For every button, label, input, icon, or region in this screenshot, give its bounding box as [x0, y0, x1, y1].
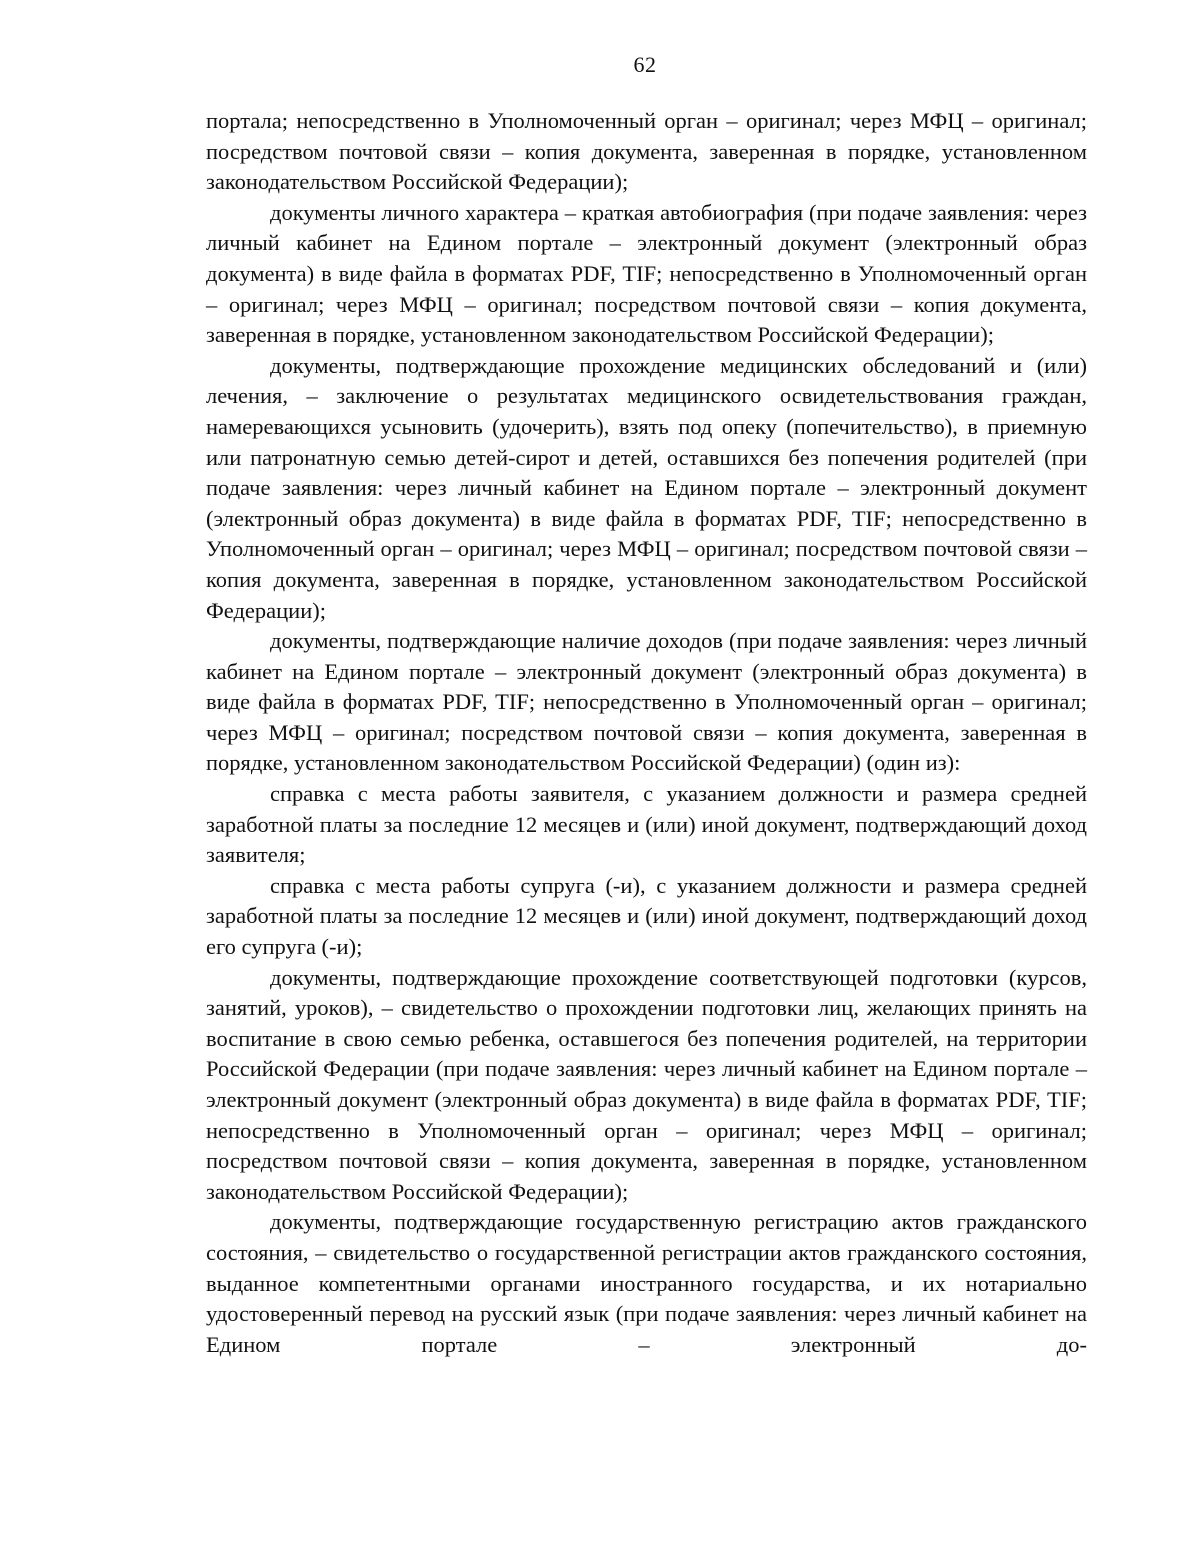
document-body	[206, 106, 1087, 1360]
paragraph-spouse-salary-certificate: справка с места работы супруга (-и), с указанием должности и размера средней заработной платы за последние 12 месяцев и (или) иной документ, подтверждающий доход его супруга (-и);	[206, 872, 1087, 960]
paragraph-autobiography: документы личного характера – краткая автобиография (при подаче заявления: через личный кабинет на Едином портале – электронный документ (электронный образ документа) в виде файла в форматах PDF, TIF; непосредственно в Уполномоченный орган – оригинал; через МФЦ – оригинал; посредством почтовой связи – копия документа, заверенная в порядке, установленном законодательством Российской Федерации);	[206, 199, 1087, 348]
page-number: 62	[633, 52, 657, 77]
paragraph-continuation: портала; непосредственно в Уполномоченный орган – оригинал; через МФЦ – оригинал; посредством почтовой связи – копия документа, заверенная в порядке, установленном законодательством Российской Федерации);	[206, 108, 1087, 195]
paragraph-medical-documents: документы, подтверждающие прохождение медицинских обследований и (или) лечения, – заключение о результатах медицинского освидетельствования граждан, намеревающихся усыновить (удочерить), взять под опеку (попечительство), в приемную или патронатную семью детей-сирот и детей, оставшихся без попечения родителей (при подаче заявления: через личный кабинет на Едином портале – электронный документ (электронный образ документа) в виде файла в форматах PDF, TIF; непосредственно в Уполномоченный орган – оригинал; через МФЦ – оригинал; посредством почтовой связи – копия документа, заверенная в порядке, установленном законодательством Российской Федерации);	[206, 352, 1087, 623]
paragraph-training-documents: документы, подтверждающие прохождение соответствующей подготовки (курсов, занятий, уроков), – свидетельство о прохождении подготовки лиц, желающих принять на воспитание в свою семью ребенка, оставшегося без попечения родителей, на территории Российской Федерации (при подаче заявления: через личный кабинет на Едином портале – электронный документ (электронный образ документа) в виде файла в форматах PDF, TIF; непосредственно в Уполномоченный орган – оригинал; через МФЦ – оригинал; посредством почтовой связи – копия документа, заверенная в порядке, установленном законодательством Российской Федерации);	[206, 964, 1087, 1204]
paragraph-income-documents: документы, подтверждающие наличие доходов (при подаче заявления: через личный кабинет на Едином портале – электронный документ (электронный образ документа) в виде файла в форматах PDF, TIF; непосредственно в Уполномоченный орган – оригинал; через МФЦ – оригинал; посредством почтовой связи – копия документа, заверенная в порядке, установленном законодательством Российской Федерации) (один из):	[206, 628, 1087, 776]
paragraph-applicant-salary-certificate: справка с места работы заявителя, с указанием должности и размера средней заработной платы за последние 12 месяцев и (или) иной документ, подтверждающий доход заявителя;	[206, 781, 1087, 868]
paragraph-civil-registration-documents: документы, подтверждающие государственную регистрацию актов гражданского состояния, – свидетельство о государственной регистрации актов гражданского состояния, выданное компетентными органами иностранного государства, и их нотариально удостоверенный перевод на русский язык (при подаче заявления: через личный кабинет на Едином портале – электронный до-	[206, 1209, 1087, 1357]
